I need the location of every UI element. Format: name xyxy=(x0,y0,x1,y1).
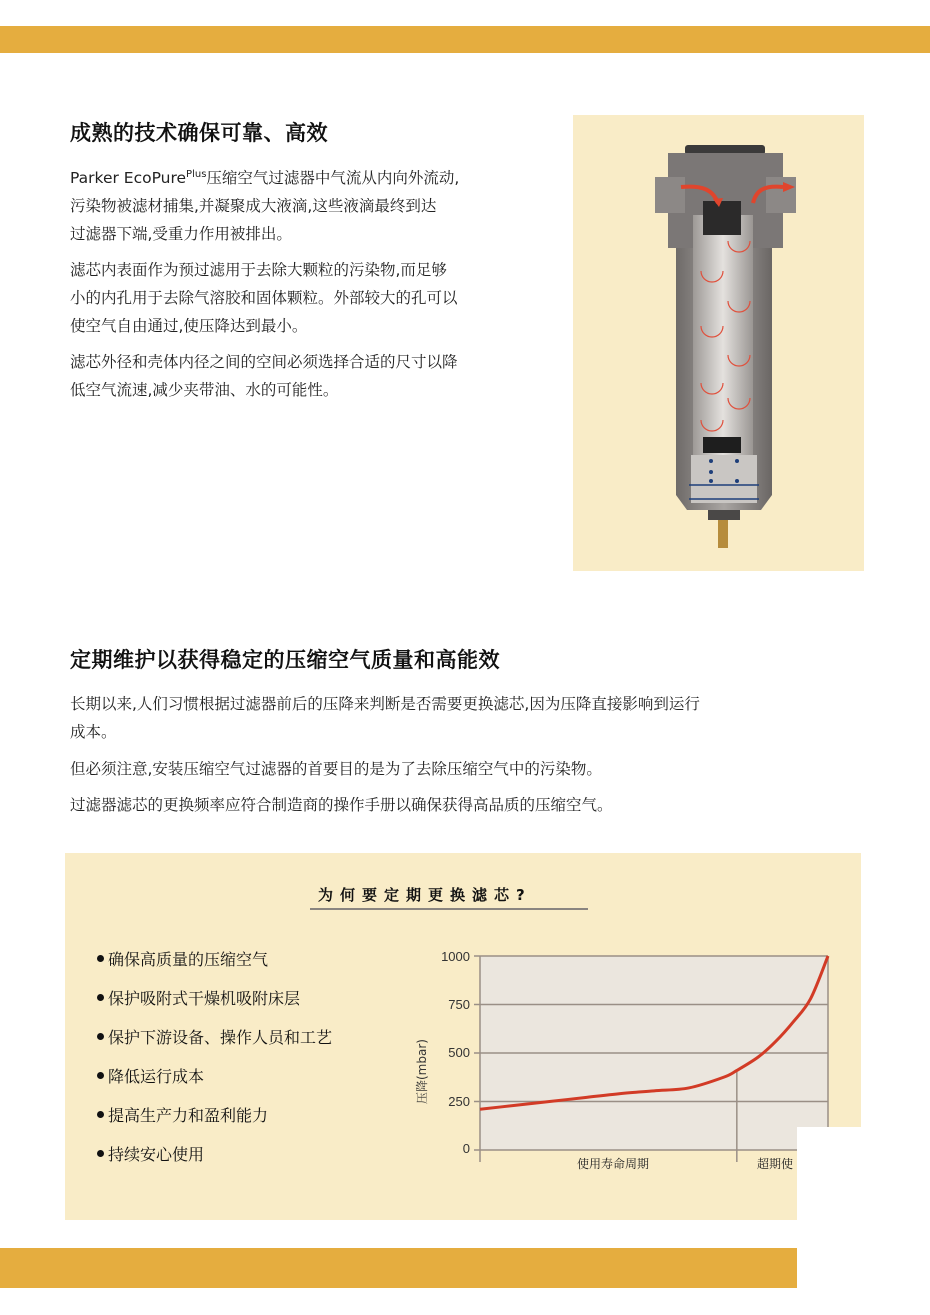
y-tick-750: 750 xyxy=(448,997,470,1012)
para-line: 污染物被滤材捕集,并凝聚成大液滴,这些液滴最终到达 xyxy=(70,197,437,215)
brand-name: Parker EcoPure xyxy=(70,169,187,187)
section1-title: 成熟的技术确保可靠、高效 xyxy=(70,121,328,145)
list-item-text: 提高生产力和盈利能力 xyxy=(108,1106,269,1125)
y-axis-label: 压降(mbar) xyxy=(415,1039,429,1104)
section2-title: 定期维护以获得稳定的压缩空气质量和高能效 xyxy=(70,648,500,672)
list-item-text: 保护吸附式干燥机吸附床层 xyxy=(108,989,301,1008)
y-tick-0: 0 xyxy=(462,1141,470,1156)
list-item-text: 确保高质量的压缩空气 xyxy=(108,950,269,969)
x-region-overdue: 超期使 xyxy=(757,1157,794,1171)
para-line: 低空气流速,减少夹带油、水的可能性。 xyxy=(70,381,339,399)
section2-para2: 但必须注意,安装压缩空气过滤器的首要目的是为了去除压缩空气中的污染物。 xyxy=(70,760,602,778)
list-item-text: 降低运行成本 xyxy=(108,1067,205,1086)
para-line: 过滤器下端,受重力作用被排出。 xyxy=(70,225,292,243)
para-line: 滤芯内表面作为预过滤用于去除大颗粒的污染物,而足够 xyxy=(70,261,447,279)
para-line: 长期以来,人们习惯根据过滤器前后的压降来判断是否需要更换滤芯,因为压降直接影响到运行 xyxy=(70,695,700,713)
para-line: 成本。 xyxy=(70,723,117,741)
brand-sup: Plus xyxy=(186,169,207,180)
panel-title: 为何要定期更换滤芯? xyxy=(318,886,532,904)
para-line: 滤芯外径和壳体内径之间的空间必须选择合适的尺寸以降 xyxy=(70,353,458,371)
y-tick-250: 250 xyxy=(448,1094,470,1109)
list-item-text: 持续安心使用 xyxy=(108,1145,205,1164)
bottom-accent-bar xyxy=(0,1248,797,1288)
page-cutout xyxy=(797,1127,930,1247)
list-item-text: 保护下游设备、操作人员和工艺 xyxy=(108,1028,333,1047)
section2-para3: 过滤器滤芯的更换频率应符合制造商的操作手册以确保获得高品质的压缩空气。 xyxy=(70,796,613,814)
y-tick-500: 500 xyxy=(448,1045,470,1060)
x-region-life: 使用寿命周期 xyxy=(577,1157,650,1171)
para-line: 压缩空气过滤器中气流从内向外流动, xyxy=(206,169,460,187)
para-line: 小的内孔用于去除气溶胶和固体颗粒。外部较大的孔可以 xyxy=(70,289,458,307)
y-tick-1000: 1000 xyxy=(441,949,470,964)
para-line: 使空气自由通过,使压降达到最小。 xyxy=(70,317,308,335)
